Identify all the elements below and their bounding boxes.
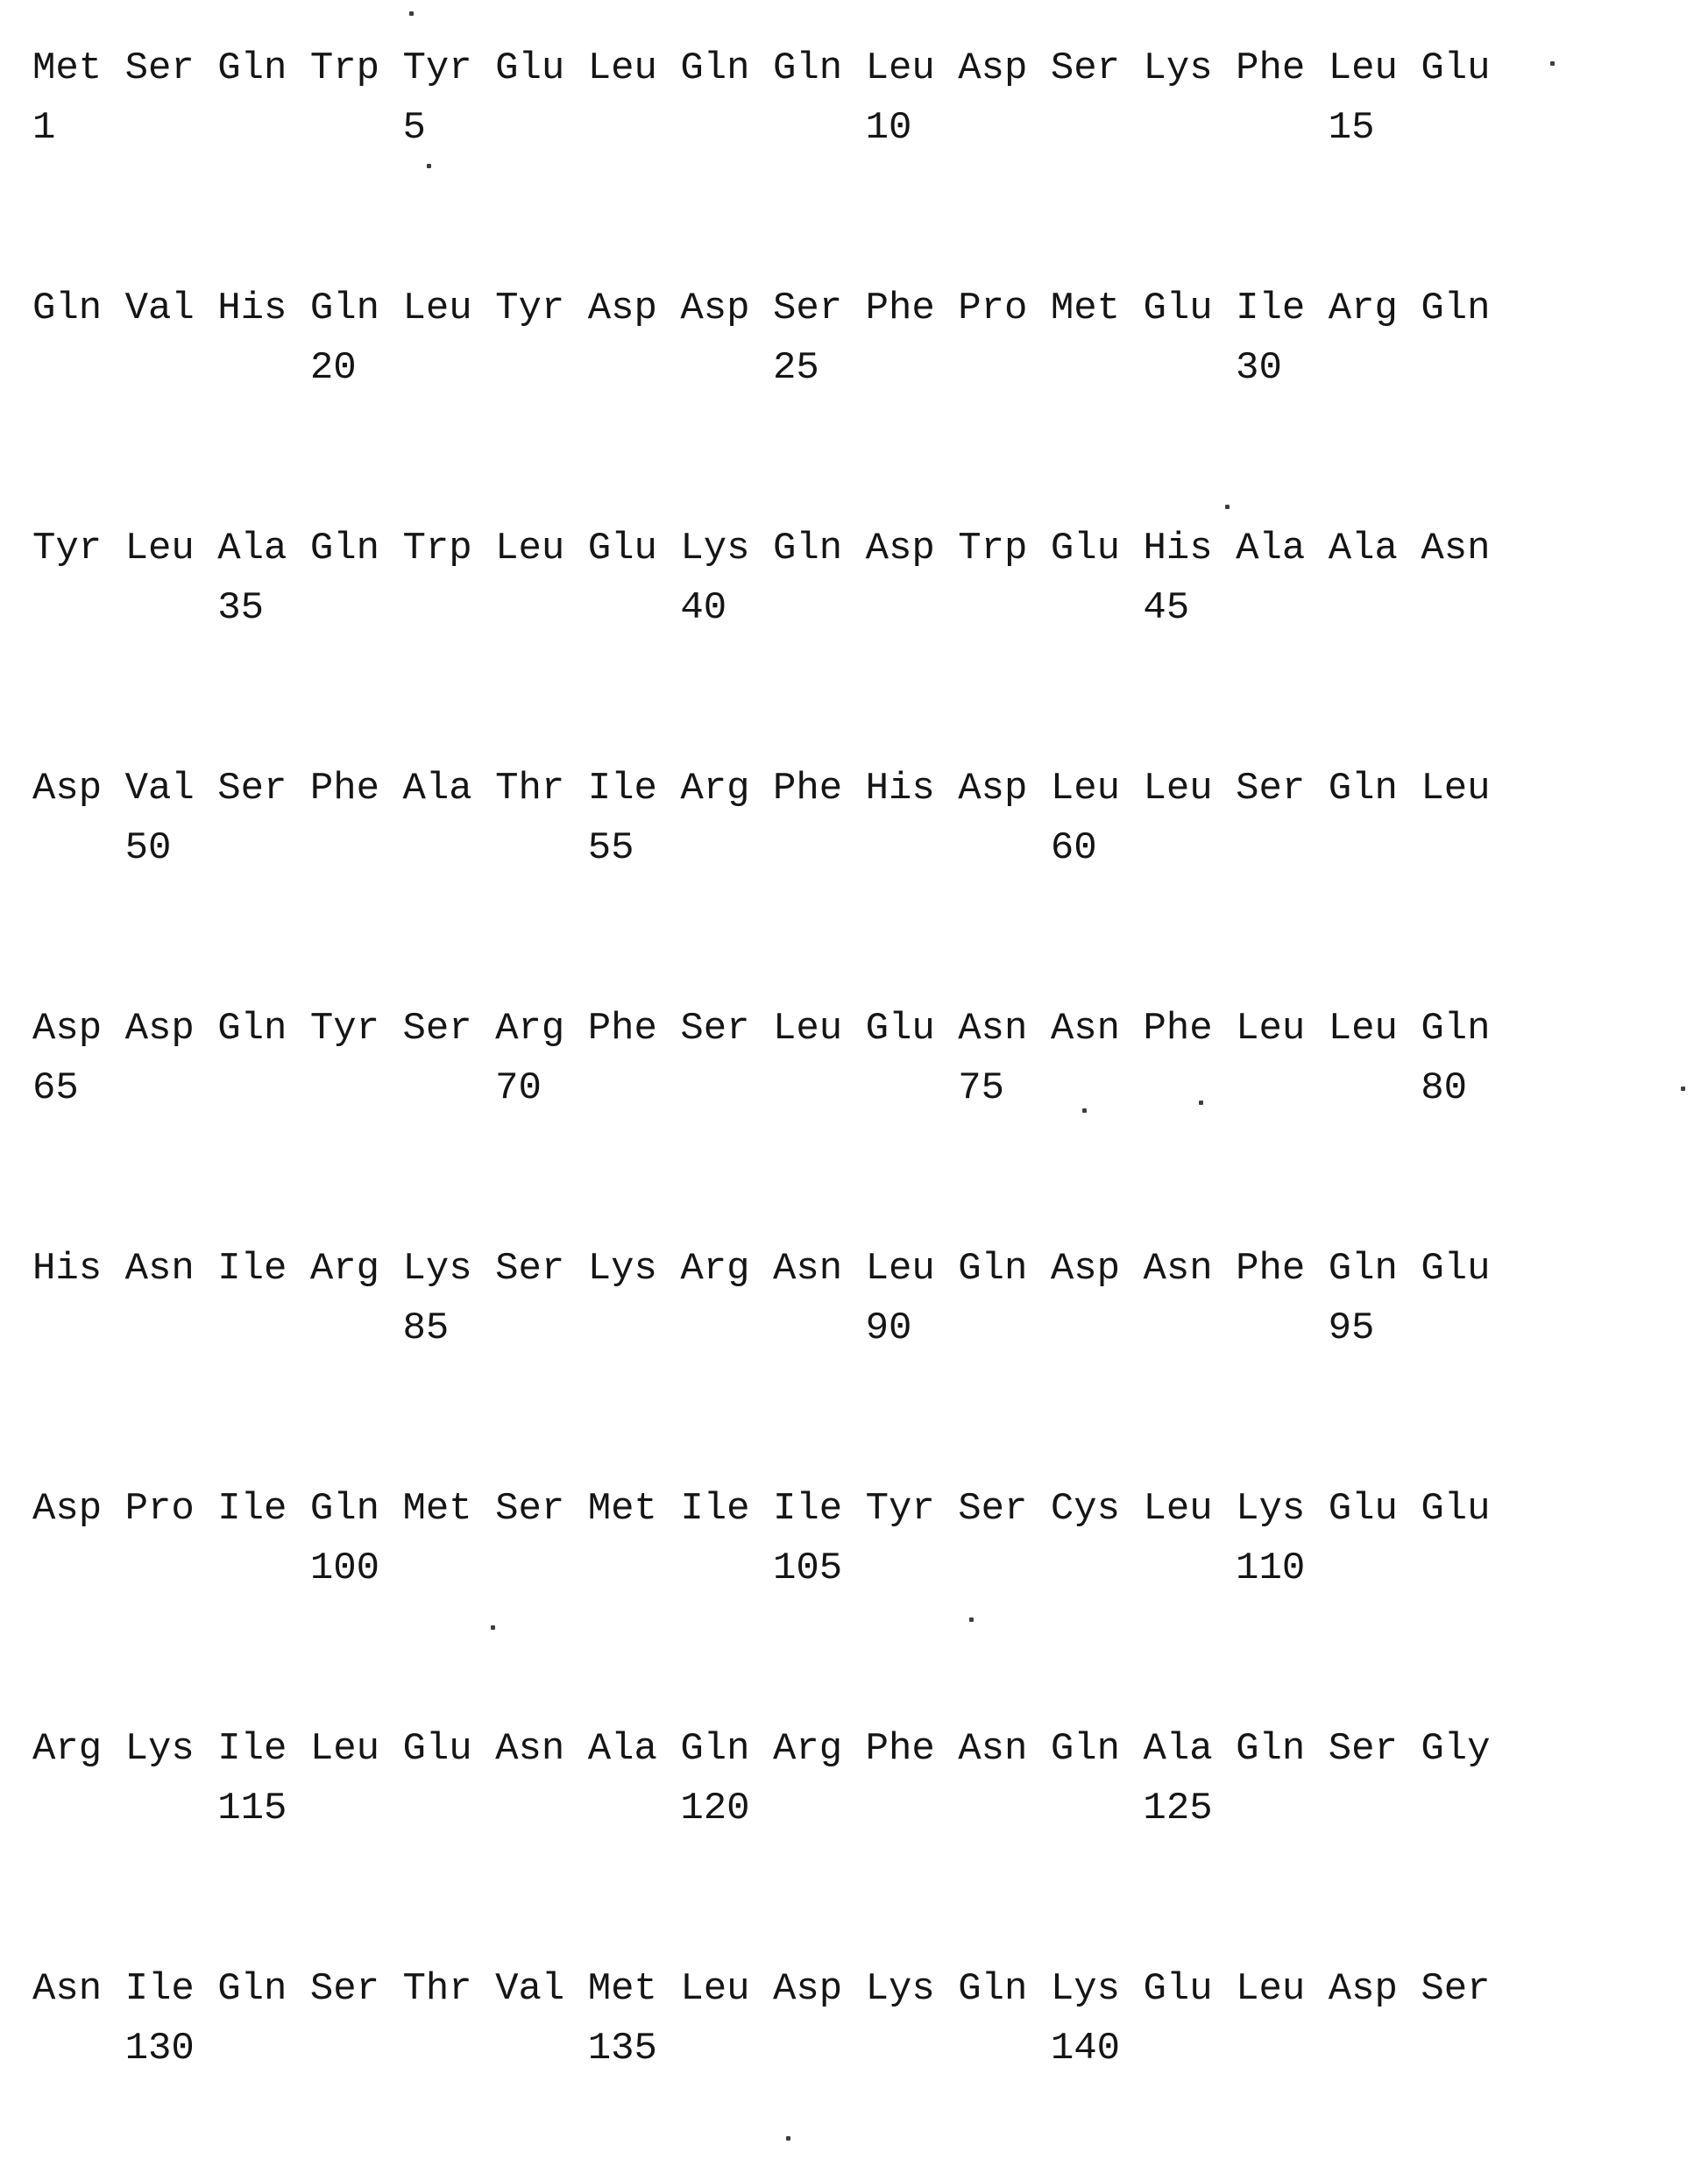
residue: Glu	[1143, 287, 1213, 330]
residue: Ala	[587, 1727, 657, 1771]
residue: Ala	[1143, 1727, 1213, 1771]
residue: Ala	[402, 767, 472, 810]
residue: Ser	[680, 1007, 750, 1051]
residue: Glu	[1421, 1247, 1491, 1291]
position-number: 75	[958, 1066, 1004, 1110]
residue: Arg	[32, 1727, 103, 1771]
residue: Gln	[680, 1727, 750, 1771]
position-number: 85	[402, 1306, 450, 1350]
position-number-line	[32, 1539, 1708, 1598]
position-number: 40	[680, 586, 727, 630]
residue: Tyr	[495, 287, 565, 330]
residue: Gln	[1236, 1727, 1306, 1771]
residue: Trp	[402, 527, 472, 570]
position-number: 135	[587, 2027, 657, 2070]
residue: Arg	[773, 1727, 843, 1771]
scan-speck	[491, 1625, 495, 1630]
residue: His	[217, 287, 287, 330]
residue-line	[32, 39, 1708, 98]
residue: Met	[1050, 287, 1121, 330]
residue: Asn	[32, 1967, 103, 2011]
residue: Leu	[865, 1247, 935, 1291]
position-number: 120	[680, 1787, 750, 1830]
residue: Met	[32, 46, 103, 90]
residue: Leu	[495, 527, 565, 570]
residue: Leu	[309, 1727, 380, 1771]
position-number: 60	[1050, 826, 1097, 870]
sequence-row	[32, 1719, 1708, 1838]
residue: Met	[402, 1487, 472, 1531]
residue: Leu	[1143, 767, 1213, 810]
position-number-line	[32, 578, 1708, 638]
sequence-row	[32, 39, 1708, 158]
residue: Ala	[1236, 527, 1306, 570]
residue: Thr	[402, 1967, 472, 2011]
position-number-line	[32, 818, 1708, 878]
residue: Cys	[1050, 1487, 1121, 1531]
residue: Glu	[1143, 1967, 1213, 2011]
residue: Asp	[958, 767, 1028, 810]
residue: Leu	[1143, 1487, 1213, 1531]
residue: Arg	[495, 1007, 565, 1051]
residue: Ile	[124, 1967, 195, 2011]
residue: Arg	[309, 1247, 380, 1291]
residue: Ser	[402, 1007, 472, 1051]
residue: Met	[587, 1487, 657, 1531]
residue: Ala	[217, 527, 287, 570]
position-number: 115	[217, 1787, 287, 1830]
residue: Asn	[1050, 1007, 1121, 1051]
residue: Gln	[1421, 287, 1491, 330]
residue: Gln	[1421, 1007, 1491, 1051]
residue: Asp	[32, 1487, 103, 1531]
residue: Leu	[1421, 767, 1491, 810]
position-number: 35	[217, 586, 265, 630]
residue: Glu	[865, 1007, 935, 1051]
residue: Gly	[1421, 1727, 1491, 1771]
residue: Leu	[865, 46, 935, 90]
residue: Ile	[217, 1487, 287, 1531]
residue: Gln	[217, 46, 287, 90]
position-number: 45	[1143, 586, 1190, 630]
residue: Ser	[773, 287, 843, 330]
residue: Asp	[773, 1967, 843, 2011]
residue: Met	[587, 1967, 657, 2011]
residue: Gln	[680, 46, 750, 90]
residue: Phe	[1143, 1007, 1213, 1051]
position-number: 55	[587, 826, 634, 870]
residue: Ile	[680, 1487, 750, 1531]
residue: Ser	[958, 1487, 1028, 1531]
residue-line	[32, 519, 1708, 578]
position-number: 80	[1421, 1066, 1468, 1110]
position-number: 30	[1236, 346, 1282, 390]
position-number: 20	[309, 346, 357, 390]
residue: Trp	[309, 46, 380, 90]
position-number-line	[32, 338, 1708, 398]
residue: Val	[124, 287, 195, 330]
residue: Asn	[958, 1727, 1028, 1771]
residue: Leu	[402, 287, 472, 330]
residue: Ser	[217, 767, 287, 810]
residue: Ile	[587, 767, 657, 810]
residue: Asn	[495, 1727, 565, 1771]
residue: Phe	[309, 767, 380, 810]
residue: Asn	[958, 1007, 1028, 1051]
residue: Glu	[1328, 1487, 1398, 1531]
position-number: 90	[865, 1306, 912, 1350]
sequence-listing-page	[32, 39, 1708, 2078]
sequence-rows	[32, 39, 1708, 2078]
residue: Phe	[1236, 1247, 1306, 1291]
residue: Glu	[402, 1727, 472, 1771]
residue: Ser	[124, 46, 195, 90]
residue: Gln	[309, 1487, 380, 1531]
residue: Gln	[958, 1967, 1028, 2011]
residue-line	[32, 1239, 1708, 1299]
scan-speck	[1199, 1101, 1203, 1105]
residue: Leu	[587, 46, 657, 90]
residue: Leu	[773, 1007, 843, 1051]
sequence-row	[32, 999, 1708, 1118]
sequence-row	[32, 1239, 1708, 1358]
residue: Asp	[124, 1007, 195, 1051]
position-number: 95	[1328, 1306, 1375, 1350]
residue: Trp	[958, 527, 1028, 570]
residue: Asp	[587, 287, 657, 330]
residue: Ser	[1421, 1967, 1491, 2011]
residue: Pro	[958, 287, 1028, 330]
position-number: 70	[495, 1066, 542, 1110]
scan-speck	[409, 11, 414, 16]
sequence-row	[32, 1959, 1708, 2078]
residue: Arg	[680, 1247, 750, 1291]
residue: His	[32, 1247, 103, 1291]
residue: Ser	[309, 1967, 380, 2011]
residue: Arg	[680, 767, 750, 810]
residue: Leu	[1328, 1007, 1398, 1051]
position-number: 65	[32, 1066, 79, 1110]
residue: Phe	[865, 1727, 935, 1771]
residue: Ile	[1236, 287, 1306, 330]
residue: Phe	[773, 767, 843, 810]
residue: Phe	[1236, 46, 1306, 90]
residue: His	[865, 767, 935, 810]
residue-line	[32, 1959, 1708, 2019]
position-number-line	[32, 2019, 1708, 2078]
residue: Gln	[217, 1007, 287, 1051]
position-number: 1	[32, 106, 56, 150]
residue: Val	[124, 767, 195, 810]
residue: Asp	[32, 1007, 103, 1051]
residue: Ser	[1328, 1727, 1398, 1771]
residue: Arg	[1328, 287, 1398, 330]
position-number: 130	[124, 2027, 195, 2070]
position-number: 15	[1328, 106, 1375, 150]
residue: Ile	[217, 1247, 287, 1291]
residue: Leu	[1050, 767, 1121, 810]
residue: Lys	[680, 527, 750, 570]
residue: Glu	[1050, 527, 1121, 570]
position-number: 140	[1050, 2027, 1121, 2070]
residue: Leu	[1328, 46, 1398, 90]
residue: Gln	[217, 1967, 287, 2011]
residue: Ser	[1236, 767, 1306, 810]
residue: Phe	[865, 287, 935, 330]
residue: Glu	[495, 46, 565, 90]
residue: Gln	[309, 527, 380, 570]
residue: His	[1143, 527, 1213, 570]
position-number: 125	[1143, 1787, 1213, 1830]
residue: Ala	[1328, 527, 1398, 570]
scan-speck	[1082, 1108, 1087, 1113]
residue: Tyr	[865, 1487, 935, 1531]
residue: Asp	[680, 287, 750, 330]
position-number-line	[32, 1299, 1708, 1358]
residue: Gln	[1050, 1727, 1121, 1771]
residue: Ser	[495, 1487, 565, 1531]
residue: Gln	[1328, 767, 1398, 810]
residue: Leu	[124, 527, 195, 570]
position-number: 10	[865, 106, 912, 150]
sequence-row	[32, 759, 1708, 878]
residue: Gln	[958, 1247, 1028, 1291]
position-number: 50	[124, 826, 172, 870]
residue: Lys	[124, 1727, 195, 1771]
scan-speck	[969, 1617, 974, 1622]
scan-speck	[1225, 505, 1230, 509]
residue: Tyr	[32, 527, 103, 570]
residue: Gln	[1328, 1247, 1398, 1291]
residue: Ser	[1050, 46, 1121, 90]
residue: Lys	[1236, 1487, 1306, 1531]
residue: Asp	[1328, 1967, 1398, 2011]
residue: Lys	[1050, 1967, 1121, 2011]
residue: Gln	[773, 527, 843, 570]
residue: Asp	[1050, 1247, 1121, 1291]
residue-line	[32, 1719, 1708, 1779]
position-number: 110	[1236, 1547, 1306, 1590]
residue: Gln	[309, 287, 380, 330]
residue: Gln	[32, 287, 103, 330]
scan-speck	[786, 2136, 790, 2141]
scan-speck	[427, 164, 431, 168]
residue-line	[32, 1479, 1708, 1539]
residue: Asn	[124, 1247, 195, 1291]
residue: Leu	[1236, 1967, 1306, 2011]
residue: Leu	[1236, 1007, 1306, 1051]
scan-speck	[1681, 1086, 1685, 1091]
residue: Thr	[495, 767, 565, 810]
residue-line	[32, 759, 1708, 818]
residue: Asp	[32, 767, 103, 810]
residue: Pro	[124, 1487, 195, 1531]
residue: Asn	[773, 1247, 843, 1291]
residue: Ile	[217, 1727, 287, 1771]
position-number-line	[32, 1058, 1708, 1118]
residue: Phe	[587, 1007, 657, 1051]
sequence-row	[32, 279, 1708, 398]
residue: Glu	[587, 527, 657, 570]
residue: Tyr	[402, 46, 472, 90]
residue-line	[32, 999, 1708, 1058]
residue: Asp	[958, 46, 1028, 90]
position-number-line	[32, 1779, 1708, 1838]
position-number: 5	[402, 106, 426, 150]
scan-speck	[1550, 61, 1555, 66]
residue: Ile	[773, 1487, 843, 1531]
residue: Asp	[865, 527, 935, 570]
position-number: 25	[772, 346, 819, 390]
sequence-row	[32, 519, 1708, 638]
residue: Val	[495, 1967, 565, 2011]
residue: Leu	[680, 1967, 750, 2011]
residue: Gln	[773, 46, 843, 90]
residue: Asn	[1143, 1247, 1213, 1291]
residue: Glu	[1421, 1487, 1491, 1531]
residue: Ser	[495, 1247, 565, 1291]
position-number: 100	[309, 1547, 380, 1590]
residue: Lys	[1143, 46, 1213, 90]
residue: Tyr	[309, 1007, 380, 1051]
sequence-row	[32, 1479, 1708, 1598]
position-number: 105	[772, 1547, 843, 1590]
residue: Lys	[402, 1247, 472, 1291]
residue: Lys	[865, 1967, 935, 2011]
position-number-line	[32, 98, 1708, 158]
residue-line	[32, 279, 1708, 338]
residue: Asn	[1421, 527, 1491, 570]
residue: Lys	[587, 1247, 657, 1291]
residue: Glu	[1421, 46, 1491, 90]
